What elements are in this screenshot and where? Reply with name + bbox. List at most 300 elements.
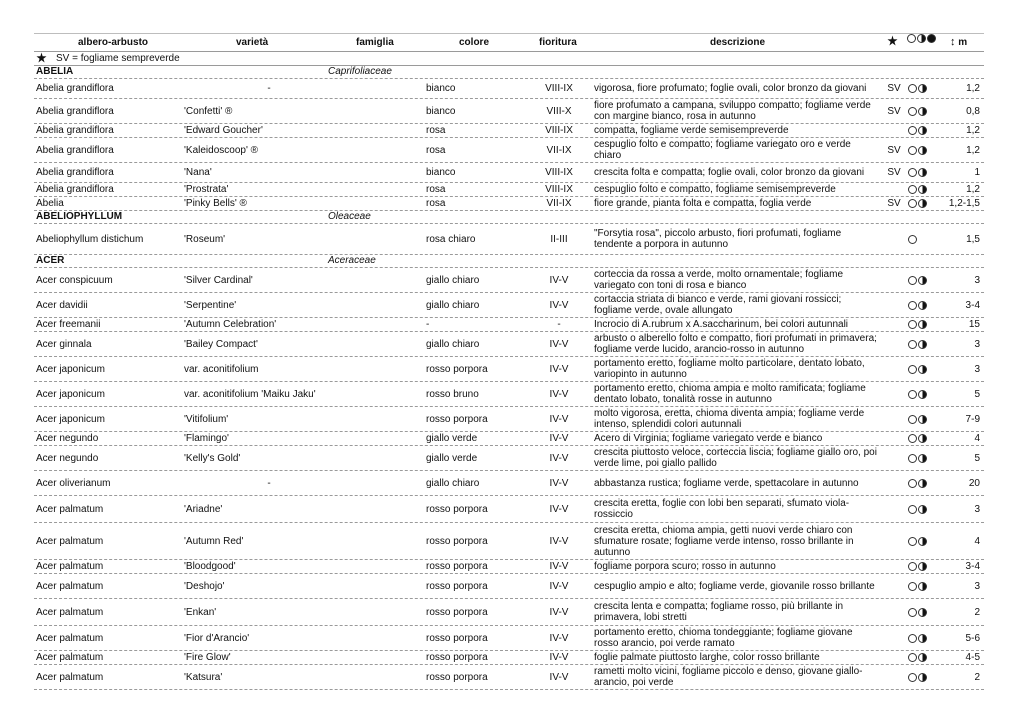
cell-esposizione bbox=[908, 332, 942, 356]
cell-altezza: 4 bbox=[974, 535, 980, 547]
cell-descrizione: corteccia da rossa a verde, molto ornamentale; fogliame variegato con toni di rosa e bianco bbox=[594, 269, 844, 291]
cell-descrizione: cespuglio folto e compatto; fogliame variegato oro e verde chiaro bbox=[594, 139, 851, 161]
header-genere: albero-arbusto bbox=[78, 37, 149, 48]
cell-esposizione bbox=[908, 79, 942, 98]
exposure-empty-icon bbox=[908, 126, 917, 135]
cell-esposizione bbox=[908, 496, 942, 522]
cell-sempreverde bbox=[882, 599, 906, 625]
table-row bbox=[34, 432, 984, 446]
cell-colore: rosso porpora bbox=[426, 606, 488, 618]
cell-genere: Abelia bbox=[36, 198, 64, 209]
cell-colore: giallo chiaro bbox=[426, 274, 480, 286]
cell-altezza: 5 bbox=[974, 388, 980, 400]
cell-fioritura: IV-V bbox=[549, 299, 569, 311]
cell-sempreverde bbox=[882, 446, 906, 470]
cell-fioritura: IV-V bbox=[549, 477, 569, 489]
cell-sempreverde bbox=[882, 293, 906, 317]
cell-fioritura: IV-V bbox=[549, 606, 569, 618]
cell-descrizione: "Forsytia rosa", piccolo arbusto, fiori profumati, fogliame tendente a porpora in autunno bbox=[594, 228, 842, 250]
exposure-half-icon bbox=[918, 320, 927, 329]
cell-genere: Acer palmatum bbox=[36, 632, 104, 644]
cell-descrizione: abbastanza rustica; fogliame verde, spettacolare in autunno bbox=[594, 477, 859, 489]
exposure-half-icon bbox=[918, 199, 927, 208]
table-row bbox=[34, 268, 984, 293]
evergreen-star-icon bbox=[36, 52, 47, 66]
cell-genere: Acer palmatum bbox=[36, 535, 104, 547]
exposure-half-icon bbox=[918, 454, 927, 463]
exposure-half-icon bbox=[918, 582, 927, 591]
cell-descrizione: portamento eretto, fogliame molto particolare, dentato lobato, variopinto in autunno bbox=[594, 358, 865, 380]
cell-esposizione bbox=[908, 626, 942, 650]
table-row bbox=[34, 496, 984, 523]
exposure-empty-icon bbox=[908, 562, 917, 571]
cell-colore: rosa chiaro bbox=[426, 233, 476, 245]
exposure-half-icon bbox=[918, 634, 927, 643]
exposure-half-icon bbox=[918, 107, 927, 116]
family-name: Aceraceae bbox=[328, 255, 376, 266]
cell-esposizione bbox=[908, 407, 942, 431]
exposure-empty-icon bbox=[908, 107, 917, 116]
exposure-half-icon bbox=[918, 84, 927, 93]
cell-altezza: 1,5 bbox=[966, 233, 980, 245]
cell-fioritura: IV-V bbox=[549, 652, 569, 663]
cell-sempreverde bbox=[882, 224, 906, 254]
cell-sempreverde bbox=[882, 665, 906, 689]
cell-varieta: 'Autumn Celebration' bbox=[184, 319, 277, 330]
cell-varieta: 'Pinky Bells' ® bbox=[184, 198, 247, 209]
cell-esposizione bbox=[908, 523, 942, 559]
cell-colore: bianco bbox=[426, 105, 456, 117]
cell-sempreverde bbox=[882, 318, 906, 331]
cell-sempreverde: SV bbox=[887, 105, 901, 117]
cell-varieta: 'Fire Glow' bbox=[184, 652, 231, 663]
cell-altezza: 1 bbox=[974, 167, 980, 178]
cell-varieta: 'Enkan' bbox=[184, 606, 217, 618]
cell-genere: Abelia grandiflora bbox=[36, 184, 114, 195]
table-row bbox=[34, 626, 984, 651]
exposure-empty-icon bbox=[908, 340, 917, 349]
cell-genere: Abelia grandiflora bbox=[36, 83, 114, 94]
exposure-half-icon bbox=[918, 537, 927, 546]
table-row bbox=[34, 293, 984, 318]
cell-genere: Acer palmatum bbox=[36, 561, 104, 572]
cell-varieta: 'Fior d'Arancio' bbox=[184, 632, 250, 644]
cell-fioritura: IV-V bbox=[549, 452, 569, 464]
cell-descrizione: Incrocio di A.rubrum x A.saccharinum, bei colori autunnali bbox=[594, 319, 849, 330]
cell-fioritura: IV-V bbox=[549, 503, 569, 515]
exposure-empty-icon bbox=[908, 390, 917, 399]
exposure-half-icon bbox=[918, 415, 927, 424]
cell-genere: Acer palmatum bbox=[36, 580, 104, 592]
cell-descrizione: foglie palmate piuttosto larghe, color rosso brillante bbox=[594, 652, 820, 663]
cell-colore: rosa bbox=[426, 125, 446, 136]
cell-altezza: 3 bbox=[974, 580, 980, 592]
exposure-half-icon bbox=[918, 168, 927, 177]
cell-esposizione bbox=[908, 382, 942, 406]
cell-varieta: 'Prostrata' bbox=[184, 184, 229, 195]
cell-sempreverde: SV bbox=[887, 198, 901, 209]
cell-altezza: 5-6 bbox=[965, 632, 980, 644]
exposure-empty-icon bbox=[908, 235, 917, 244]
cell-colore: giallo verde bbox=[426, 433, 478, 444]
cell-fioritura: II-III bbox=[550, 233, 568, 245]
cell-fioritura: VIII-X bbox=[546, 105, 572, 117]
cell-descrizione: cortaccia striata di bianco e verde, rami giovani rossicci; fogliame verde, ovale allungato bbox=[594, 294, 842, 316]
exposure-half-icon bbox=[918, 146, 927, 155]
cell-colore: rosso porpora bbox=[426, 503, 488, 515]
cell-varieta: 'Bailey Compact' bbox=[184, 338, 258, 350]
exposure-empty-icon bbox=[908, 415, 917, 424]
table-header bbox=[34, 33, 984, 52]
cell-esposizione bbox=[908, 163, 942, 182]
cell-genere: Acer palmatum bbox=[36, 503, 104, 515]
exposure-half-icon bbox=[918, 505, 927, 514]
cell-fioritura: IV-V bbox=[549, 388, 569, 400]
cell-fioritura: IV-V bbox=[549, 671, 569, 683]
cell-colore: rosso porpora bbox=[426, 561, 488, 572]
cell-altezza: 4 bbox=[974, 433, 980, 444]
header-famiglia: famiglia bbox=[356, 37, 394, 48]
cell-altezza: 2 bbox=[974, 671, 980, 683]
family-name: Caprifoliaceae bbox=[328, 66, 392, 77]
cell-fioritura: IV-V bbox=[549, 535, 569, 547]
table-row bbox=[34, 382, 984, 407]
cell-genere: Acer palmatum bbox=[36, 606, 104, 618]
cell-altezza: 1,2 bbox=[966, 125, 980, 136]
exposure-empty-icon bbox=[908, 320, 917, 329]
cell-varieta: 'Serpentine' bbox=[184, 299, 237, 311]
cell-fioritura: IV-V bbox=[549, 338, 569, 350]
cell-genere: Acer japonicum bbox=[36, 363, 105, 375]
cell-descrizione: fogliame porpora scuro; rosso in autunno bbox=[594, 561, 776, 572]
cell-esposizione bbox=[908, 471, 942, 495]
plant-catalog-table bbox=[34, 33, 984, 690]
cell-descrizione: fiore profumato a campana, sviluppo compatto; fogliame verde con margine bianco, rosa in autunno bbox=[594, 100, 871, 122]
cell-genere: Abelia grandiflora bbox=[36, 105, 114, 117]
cell-genere: Abelia grandiflora bbox=[36, 144, 114, 156]
table-row bbox=[34, 124, 984, 138]
cell-descrizione: rametti molto vicini, fogliame piccolo e denso, giovane giallo-arancio, poi verde bbox=[594, 666, 863, 688]
cell-fioritura: VIII-IX bbox=[545, 125, 573, 136]
cell-descrizione: vigorosa, fiore profumato; foglie ovali, color bronzo da giovani bbox=[594, 83, 867, 94]
cell-genere: Abelia grandiflora bbox=[36, 125, 114, 136]
cell-esposizione bbox=[908, 183, 942, 196]
cell-descrizione: molto vigorosa, eretta, chioma diventa ampia; fogliame verde intenso, splendidi colori autunnali bbox=[594, 408, 865, 430]
exposure-empty-icon bbox=[908, 582, 917, 591]
table-row bbox=[34, 163, 984, 183]
cell-sempreverde bbox=[882, 407, 906, 431]
cell-varieta: 'Bloodgood' bbox=[184, 561, 236, 572]
cell-altezza: 3 bbox=[974, 338, 980, 350]
cell-sempreverde bbox=[882, 651, 906, 664]
exposure-half-icon bbox=[918, 301, 927, 310]
cell-varieta: - bbox=[267, 477, 271, 489]
cell-altezza: 20 bbox=[968, 477, 980, 489]
cell-esposizione bbox=[908, 318, 942, 331]
exposure-empty-icon bbox=[908, 537, 917, 546]
cell-altezza: 1,2-1,5 bbox=[948, 198, 980, 209]
exposure-half-icon bbox=[918, 434, 927, 443]
cell-descrizione: crescita eretta, chioma ampia, getti nuovi verde chiaro con sfumature rosate; fogliame verde intenso, rosso brillante in autunno bbox=[594, 524, 854, 558]
header-colore: colore bbox=[459, 37, 490, 48]
cell-varieta: var. aconitifolium 'Maiku Jaku' bbox=[184, 388, 316, 400]
cell-varieta: 'Kaleidoscoop' ® bbox=[184, 144, 259, 156]
cell-sempreverde: SV bbox=[887, 167, 901, 178]
cell-colore: rosso porpora bbox=[426, 363, 488, 375]
cell-varieta: 'Katsura' bbox=[184, 671, 223, 683]
cell-colore: rosa bbox=[426, 184, 446, 195]
cell-colore: rosso porpora bbox=[426, 580, 488, 592]
exposure-half-icon bbox=[918, 562, 927, 571]
table-row bbox=[34, 599, 984, 626]
table-row bbox=[34, 332, 984, 357]
cell-sempreverde: SV bbox=[887, 83, 901, 94]
cell-altezza: 3 bbox=[974, 363, 980, 375]
cell-altezza: 1,2 bbox=[966, 144, 980, 156]
cell-varieta: 'Ariadne' bbox=[184, 503, 223, 515]
legend-text: SV = fogliame sempreverde bbox=[56, 53, 180, 64]
header-fioritura: fioritura bbox=[539, 37, 577, 48]
exposure-empty-icon bbox=[908, 84, 917, 93]
exposure-empty-icon bbox=[908, 673, 917, 682]
table-row bbox=[34, 138, 984, 163]
cell-esposizione bbox=[908, 138, 942, 162]
header-varieta: varietà bbox=[236, 37, 269, 48]
exposure-half-icon bbox=[918, 653, 927, 662]
table-row bbox=[34, 407, 984, 432]
exposure-empty-icon bbox=[908, 454, 917, 463]
cell-colore: giallo chiaro bbox=[426, 338, 480, 350]
cell-colore: rosa bbox=[426, 144, 446, 156]
cell-altezza: 0,8 bbox=[966, 105, 980, 117]
cell-varieta: 'Deshojo' bbox=[184, 580, 225, 592]
cell-altezza: 7-9 bbox=[965, 413, 980, 425]
exposure-half-icon bbox=[918, 608, 927, 617]
cell-varieta: 'Confetti' ® bbox=[184, 105, 233, 117]
table-row bbox=[34, 318, 984, 332]
cell-descrizione: arbusto o alberello folto e compatto, fiori profumati in primavera; fogliame verde lucido, arancio-rosso in autunno bbox=[594, 333, 877, 355]
cell-descrizione: cespuglio ampio e alto; fogliame verde, giovanile rosso brillante bbox=[594, 580, 875, 592]
cell-genere: Acer negundo bbox=[36, 452, 99, 464]
cell-genere: Acer freemanii bbox=[36, 319, 101, 330]
cell-colore: giallo chiaro bbox=[426, 299, 480, 311]
cell-colore: rosso bruno bbox=[426, 388, 479, 400]
cell-sempreverde bbox=[882, 574, 906, 598]
table-row bbox=[34, 574, 984, 599]
cell-fioritura: IV-V bbox=[549, 561, 569, 572]
table-row bbox=[34, 523, 984, 560]
table-row bbox=[34, 224, 984, 255]
legend-row bbox=[34, 52, 984, 66]
cell-altezza: 3 bbox=[974, 274, 980, 286]
cell-fioritura: - bbox=[557, 319, 561, 330]
cell-colore: rosso porpora bbox=[426, 652, 488, 663]
cell-fioritura: VII-IX bbox=[546, 144, 572, 156]
cell-genere: Acer palmatum bbox=[36, 652, 104, 663]
cell-fioritura: IV-V bbox=[549, 413, 569, 425]
cell-varieta: 'Vitifolium' bbox=[184, 413, 229, 425]
cell-fioritura: IV-V bbox=[549, 274, 569, 286]
exposure-empty-icon bbox=[908, 653, 917, 662]
exposure-half-icon bbox=[918, 673, 927, 682]
cell-altezza: 3 bbox=[974, 503, 980, 515]
cell-genere: Abelia grandiflora bbox=[36, 167, 114, 178]
cell-sempreverde bbox=[882, 124, 906, 137]
cell-descrizione: portamento eretto, chioma tondeggiante; fogliame giovane rosso arancio, poi verde ramato bbox=[594, 627, 853, 649]
cell-varieta: 'Flamingo' bbox=[184, 433, 229, 444]
exposure-half-icon bbox=[918, 276, 927, 285]
cell-varieta: 'Autumn Red' bbox=[184, 535, 244, 547]
family-name: Oleaceae bbox=[328, 211, 371, 222]
cell-fioritura: IV-V bbox=[549, 363, 569, 375]
cell-altezza: 4-5 bbox=[965, 652, 980, 663]
vertical-arrow-icon: ↕ bbox=[950, 36, 956, 48]
cell-genere: Acer oliverianum bbox=[36, 477, 111, 489]
cell-descrizione: crescita piuttosto veloce, corteccia liscia; fogliame giallo oro, poi verde lime, poi giallo pallido bbox=[594, 447, 877, 469]
cell-esposizione bbox=[908, 268, 942, 292]
cell-esposizione bbox=[908, 357, 942, 381]
sun-exposure-icon bbox=[907, 34, 937, 46]
exposure-empty-icon bbox=[908, 185, 917, 194]
cell-colore: rosso porpora bbox=[426, 632, 488, 644]
cell-fioritura: VIII-IX bbox=[545, 184, 573, 195]
header-descrizione: descrizione bbox=[710, 37, 766, 48]
cell-colore: rosa bbox=[426, 198, 446, 209]
cell-varieta: - bbox=[267, 83, 271, 94]
exposure-half-icon bbox=[918, 126, 927, 135]
table-row bbox=[34, 79, 984, 99]
cell-esposizione bbox=[908, 574, 942, 598]
exposure-half-icon bbox=[918, 479, 927, 488]
table-row bbox=[34, 99, 984, 124]
genus-heading: ABELIA bbox=[36, 66, 74, 77]
cell-colore: bianco bbox=[426, 167, 456, 178]
cell-descrizione: compatta, fogliame verde semisempreverde bbox=[594, 125, 789, 136]
evergreen-star-icon bbox=[887, 35, 898, 49]
cell-descrizione: crescita eretta, foglie con lobi ben separati, sfumato viola-rossiccio bbox=[594, 498, 850, 520]
table-row bbox=[34, 665, 984, 690]
exposure-empty-icon bbox=[908, 608, 917, 617]
cell-descrizione: fiore grande, pianta folta e compatta, foglia verde bbox=[594, 198, 812, 209]
table-row bbox=[34, 651, 984, 665]
cell-esposizione bbox=[908, 224, 942, 254]
exposure-half-icon bbox=[918, 185, 927, 194]
cell-genere: Acer palmatum bbox=[36, 671, 104, 683]
cell-colore: - bbox=[426, 319, 430, 330]
cell-colore: rosso porpora bbox=[426, 671, 488, 683]
cell-altezza: 5 bbox=[974, 452, 980, 464]
exposure-empty-icon bbox=[908, 365, 917, 374]
cell-sempreverde bbox=[882, 357, 906, 381]
cell-altezza: 1,2 bbox=[966, 184, 980, 195]
exposure-empty-icon bbox=[908, 276, 917, 285]
cell-esposizione bbox=[908, 560, 942, 573]
family-header-row bbox=[34, 66, 984, 79]
cell-altezza: 2 bbox=[974, 606, 980, 618]
cell-sempreverde bbox=[882, 471, 906, 495]
exposure-half-icon bbox=[918, 340, 927, 349]
cell-esposizione bbox=[908, 665, 942, 689]
cell-varieta: var. aconitifolium bbox=[184, 363, 259, 375]
exposure-empty-icon bbox=[908, 168, 917, 177]
exposure-empty-icon bbox=[908, 301, 917, 310]
cell-sempreverde bbox=[882, 626, 906, 650]
cell-altezza: 15 bbox=[968, 319, 980, 330]
cell-altezza: 1,2 bbox=[966, 83, 980, 94]
cell-fioritura: IV-V bbox=[549, 632, 569, 644]
cell-varieta: 'Edward Goucher' bbox=[184, 125, 263, 136]
exposure-empty-icon bbox=[908, 434, 917, 443]
table-row bbox=[34, 183, 984, 197]
cell-genere: Acer conspicuum bbox=[36, 274, 113, 286]
cell-esposizione bbox=[908, 651, 942, 664]
cell-genere: Abeliophyllum distichum bbox=[36, 233, 144, 245]
cell-sempreverde: SV bbox=[887, 144, 901, 156]
cell-genere: Acer japonicum bbox=[36, 388, 105, 400]
exposure-half-icon bbox=[918, 390, 927, 399]
cell-colore: rosso porpora bbox=[426, 413, 488, 425]
exposure-empty-icon bbox=[908, 505, 917, 514]
cell-colore: giallo verde bbox=[426, 452, 478, 464]
table-row bbox=[34, 197, 984, 211]
cell-esposizione bbox=[908, 197, 942, 210]
exposure-empty-icon bbox=[908, 199, 917, 208]
cell-colore: giallo chiaro bbox=[426, 477, 480, 489]
cell-genere: Acer japonicum bbox=[36, 413, 105, 425]
cell-sempreverde bbox=[882, 432, 906, 445]
cell-descrizione: crescita folta e compatta; foglie ovali, color bronzo da giovani bbox=[594, 167, 865, 178]
family-header-row bbox=[34, 211, 984, 224]
cell-descrizione: cespuglio folto e compatto, fogliame semisempreverde bbox=[594, 184, 836, 195]
cell-sempreverde bbox=[882, 496, 906, 522]
cell-varieta: 'Silver Cardinal' bbox=[184, 274, 253, 286]
cell-varieta: 'Nana' bbox=[184, 167, 212, 178]
cell-varieta: 'Roseum' bbox=[184, 233, 226, 245]
cell-fioritura: VII-IX bbox=[546, 198, 572, 209]
cell-sempreverde bbox=[882, 183, 906, 196]
cell-genere: Acer ginnala bbox=[36, 338, 92, 350]
cell-sempreverde bbox=[882, 382, 906, 406]
cell-esposizione bbox=[908, 99, 942, 123]
cell-varieta: 'Kelly's Gold' bbox=[184, 452, 241, 464]
table-row bbox=[34, 446, 984, 471]
exposure-empty-icon bbox=[908, 479, 917, 488]
cell-esposizione bbox=[908, 599, 942, 625]
table-row bbox=[34, 560, 984, 574]
table-row bbox=[34, 471, 984, 496]
cell-altezza: 3-4 bbox=[965, 299, 980, 311]
cell-sempreverde bbox=[882, 268, 906, 292]
cell-altezza: 3-4 bbox=[965, 561, 980, 572]
cell-esposizione bbox=[908, 124, 942, 137]
table-body bbox=[34, 66, 984, 690]
cell-descrizione: portamento eretto, chioma ampia e molto ramificata; fogliame dentato lobato, tonalità rosse in autunno bbox=[594, 383, 866, 405]
exposure-empty-icon bbox=[908, 634, 917, 643]
cell-colore: rosso porpora bbox=[426, 535, 488, 547]
genus-heading: ABELIOPHYLLUM bbox=[36, 211, 123, 222]
height-column-header: ↕ m bbox=[950, 36, 968, 48]
cell-descrizione: Acero di Virginia; fogliame variegato verde e bianco bbox=[594, 433, 823, 444]
table-row bbox=[34, 357, 984, 382]
genus-heading: ACER bbox=[36, 255, 65, 266]
cell-esposizione bbox=[908, 293, 942, 317]
exposure-empty-icon bbox=[908, 146, 917, 155]
cell-esposizione bbox=[908, 446, 942, 470]
cell-fioritura: VIII-IX bbox=[545, 167, 573, 178]
cell-sempreverde bbox=[882, 332, 906, 356]
cell-genere: Acer davidii bbox=[36, 299, 88, 311]
cell-sempreverde bbox=[882, 523, 906, 559]
